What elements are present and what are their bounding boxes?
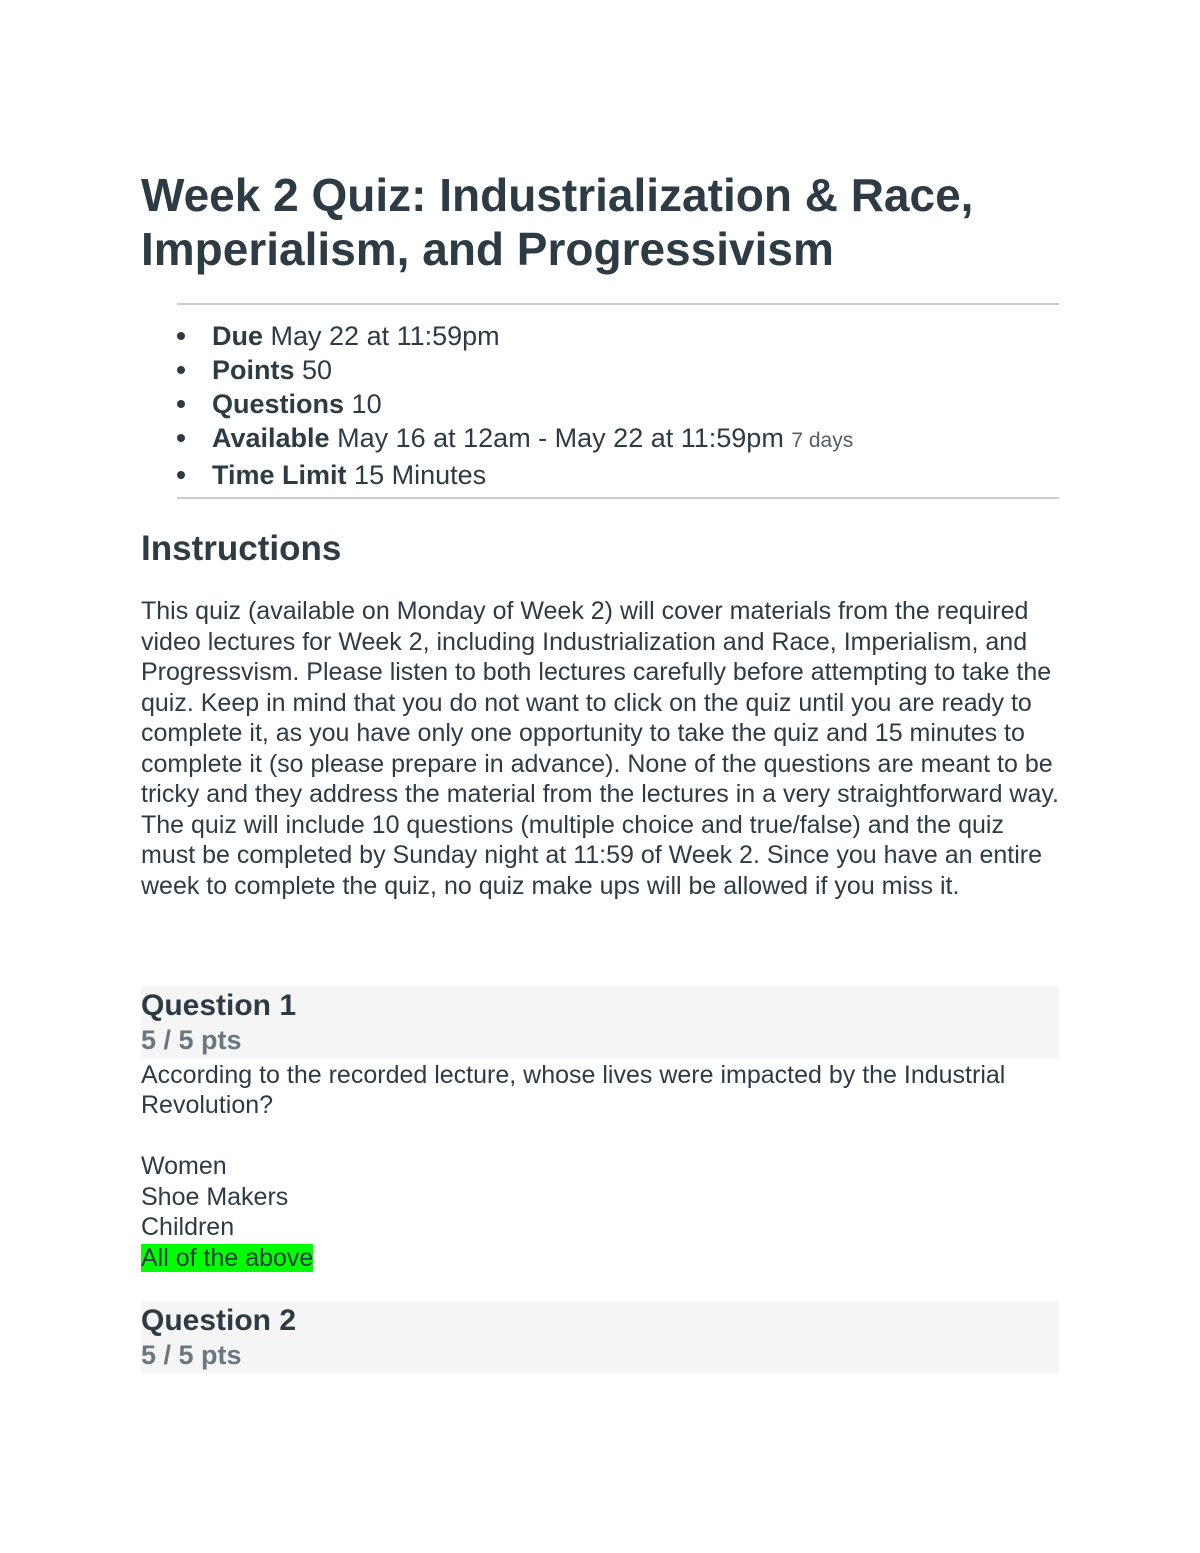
answer-label: Shoe Makers xyxy=(141,1182,289,1211)
detail-value: 10 xyxy=(351,389,382,419)
details-bottom-divider xyxy=(177,497,1059,499)
question-text: According to the recorded lecture, whose lives were impacted by the Industrial Revolution? xyxy=(141,1061,1006,1119)
bullet-icon xyxy=(177,366,185,374)
question-header xyxy=(141,1301,1059,1373)
page-title: Week 2 Quiz: Industrialization & Race, Imperialism, and Progressivism xyxy=(141,169,974,275)
bullet-icon xyxy=(177,471,185,479)
detail-label: Points xyxy=(212,355,295,385)
bullet-icon xyxy=(177,434,185,442)
detail-due xyxy=(141,319,853,353)
instructions-body: This quiz (available on Monday of Week 2) will cover materials from the required video lectures for Week 2, including Industrialization and Race, Imperialism, and Progressvism. Please listen to both lectures carefully before attempting to take the quiz. Keep in mind that you do not want to click on the quiz until you are ready to complete it, as you have only one opportunity to take the quiz and 15 minutes to complete it (so please prepare in advance). None of the questions are meant to be tricky and they address the material from the lectures in a very straightforward way. The quiz will include 10 questions (multiple choice and true/false) and the quiz must be completed by Sunday night at 11:59 of Week 2. Since you have an entire week to complete the quiz, no quiz make ups will be allowed if you miss it. xyxy=(141,597,1059,900)
detail-value: 50 xyxy=(302,355,333,385)
question-points: 5 / 5 pts xyxy=(141,1025,242,1055)
detail-value: 15 Minutes xyxy=(354,460,487,490)
detail-duration: 7 days xyxy=(791,429,854,452)
detail-label: Time Limit xyxy=(212,460,347,490)
question-header xyxy=(141,986,1059,1058)
detail-points xyxy=(141,353,853,387)
bullet-icon xyxy=(177,332,185,340)
bullet-icon xyxy=(177,400,185,408)
instructions-heading: Instructions xyxy=(141,529,342,568)
question-points: 5 / 5 pts xyxy=(141,1340,242,1370)
answer-label: Children xyxy=(141,1213,235,1241)
answer-label-highlighted: All of the above xyxy=(141,1243,314,1272)
answer-list xyxy=(141,1151,313,1273)
detail-label: Questions xyxy=(212,389,345,419)
question-title: Question 2 xyxy=(141,1304,297,1337)
detail-label: Available xyxy=(212,423,330,453)
detail-value: May 22 at 11:59pm xyxy=(270,321,500,351)
detail-questions xyxy=(141,387,853,421)
quiz-details-list xyxy=(141,319,853,492)
answer-option-correct[interactable] xyxy=(141,1243,313,1274)
answer-option[interactable] xyxy=(141,1182,313,1213)
detail-time-limit xyxy=(141,458,853,492)
answer-option[interactable] xyxy=(141,1151,313,1182)
detail-label: Due xyxy=(212,321,264,351)
detail-value: May 16 at 12am - May 22 at 11:59pm xyxy=(337,423,784,453)
answer-option[interactable] xyxy=(141,1212,313,1243)
details-top-divider xyxy=(177,303,1059,305)
question-title: Question 1 xyxy=(141,989,297,1022)
detail-available xyxy=(141,421,853,458)
answer-label: Women xyxy=(141,1152,227,1180)
